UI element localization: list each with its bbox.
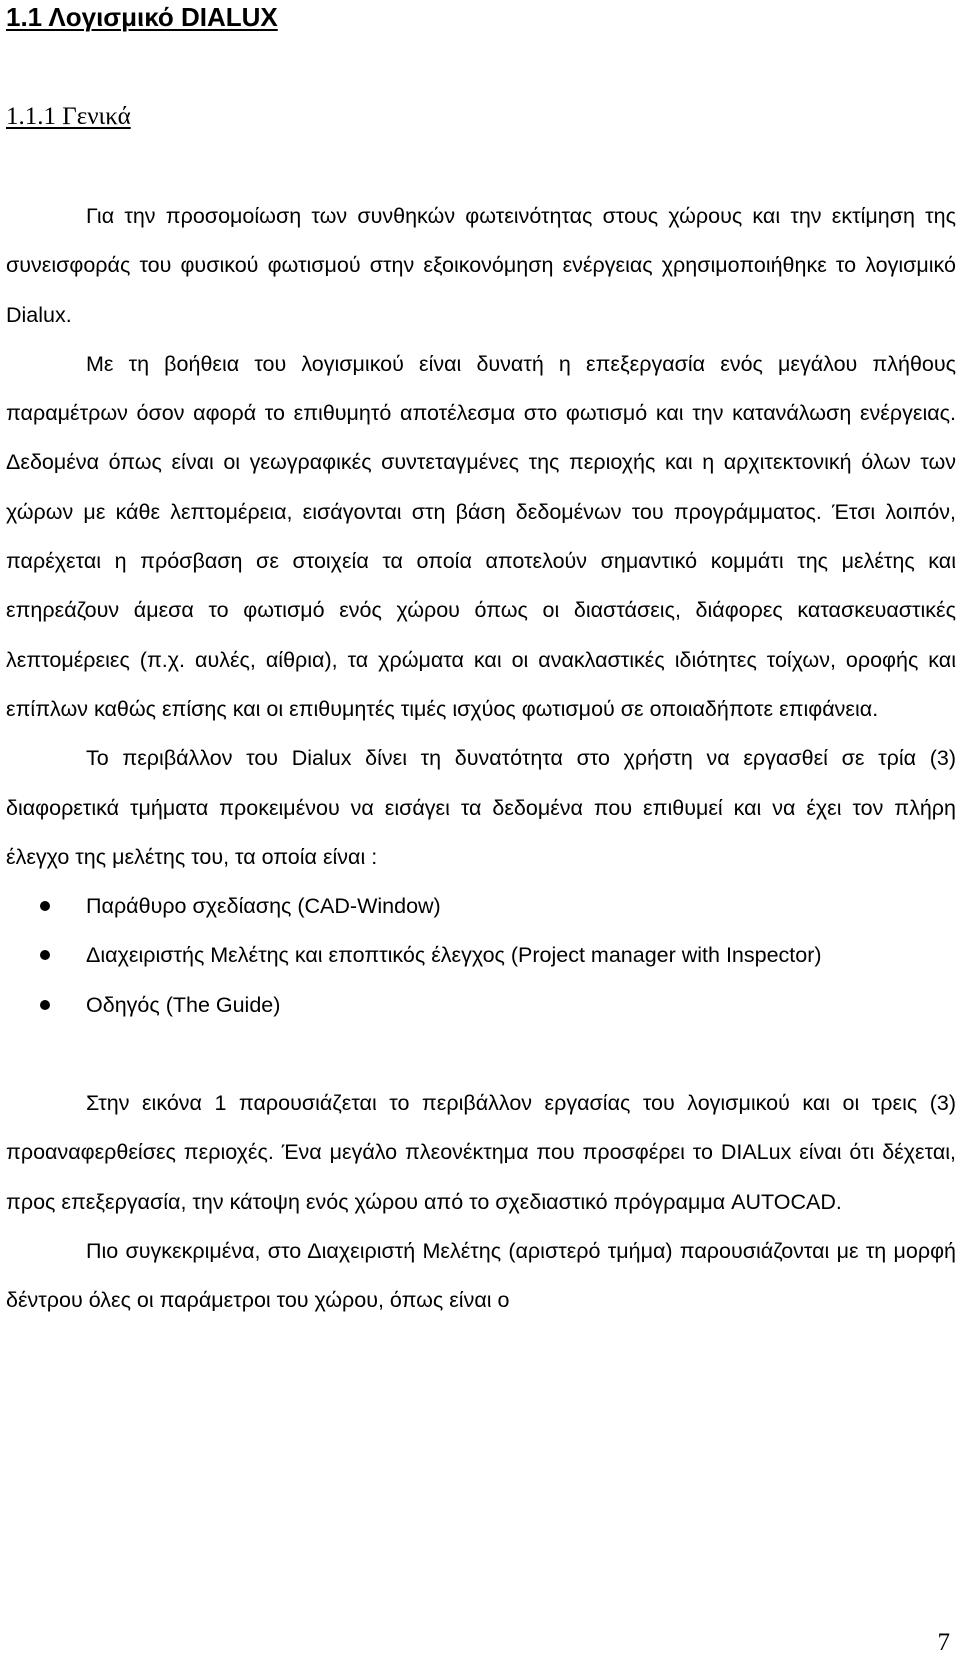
list-item [6,931,956,980]
paragraph-environment: Το περιβάλλον του Dialux δίνει τη δυνατότητα στο χρήστη να εργασθεί σε τρία (3) διαφορετικά τμήματα προκειμένου να εισάγει τα δεδομένα που επιθυμεί και να έχει τον πλήρη έλεγχο της μελέτης του, τα οποία είναι : [6,746,956,869]
paragraph-figure-reference: Στην εικόνα 1 παρουσιάζεται το περιβάλλον εργασίας του λογισμικού και οι τρεις (3) προαναφερθείσες περιοχές. Ένα μεγάλο πλεονέκτημα που προσφέρει το DIALux είναι ότι δέχεται, προς επεξεργασία, την κάτοψη ενός χώρου από το σχεδιαστικό πρόγραμμα AUTOCAD. [6,1091,956,1214]
paragraph-gap [6,1030,956,1079]
bullet-icon [40,901,50,911]
page-number: 7 [937,1629,950,1656]
paragraph-project-manager: Πιο συγκεκριμένα, στο Διαχειριστή Μελέτης (αριστερό τμήμα) παρουσιάζονται με τη μορφή δέντρου όλες οι παράμετροι του χώρου, όπως είναι ο [6,1238,956,1313]
bullet-icon [40,950,50,960]
paragraph-parameters: Με τη βοήθεια του λογισμικού είναι δυνατή η επεξεργασία ενός μεγάλου πλήθους παραμέτρων όσον αφορά το επιθυμητό αποτέλεσμα στο φωτισμό και την κατανάλωση ενέργειας. Δεδομένα όπως είναι οι γεωγραφικές συντεταγμένες της περιοχής και η αρχιτεκτονική όλων των χώρων με κάθε λεπτομέρεια, εισάγονται στη βάση δεδομένων του προγράμματος. Έτσι λοιπόν, παρέχεται η πρόσβαση σε στοιχεία τα οποία αποτελούν σημαντικό κομμάτι της μελέτης και επηρεάζουν άμεσα το φωτισμό ενός χώρου όπως οι διαστάσεις, διάφορες κατασκευαστικές λεπτομέρειες (π.χ. αυλές, αίθρια), τα χρώματα και οι ανακλαστικές ιδιότητες τοίχων, οροφής και επίπλων καθώς επίσης και οι επιθυμητές τιμές ισχύος φωτισμού σε οποιαδήποτε επιφάνεια. [6,351,956,721]
list-item-text: Οδηγός (The Guide) [86,992,281,1017]
list-item [6,981,956,1030]
bullet-list [6,882,956,1030]
section-heading: 1.1 Λογισμικό DIALUX [6,2,278,32]
bullet-icon [40,1000,50,1010]
subsection-heading: 1.1.1 Γενικά [6,103,131,130]
list-item-text: Διαχειριστής Μελέτης και εποπτικός έλεγχος (Project manager with Inspector) [86,943,822,968]
paragraph-intro: Για την προσομοίωση των συνθηκών φωτεινότητας στους χώρους και την εκτίμηση της συνεισφοράς του φυσικού φωτισμού στην εξοικονόμηση ενέργειας χρησιμοποιήθηκε το λογισμικό Dialux. [6,204,956,327]
body-text [6,192,956,1326]
list-item-text: Παράθυρο σχεδίασης (CAD-Window) [86,894,441,919]
list-item [6,882,956,931]
